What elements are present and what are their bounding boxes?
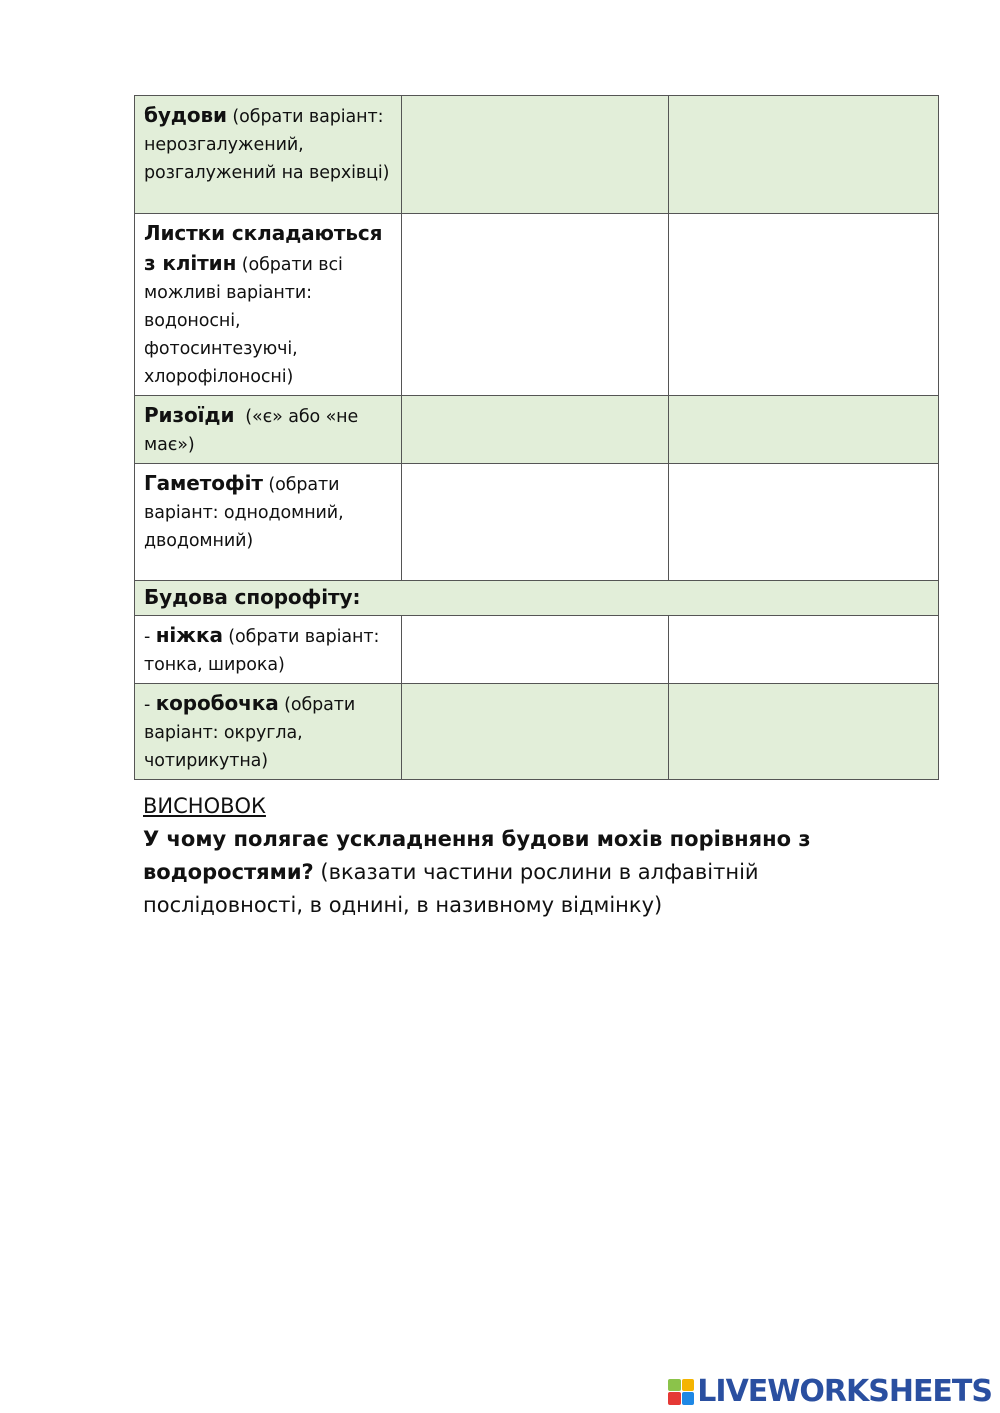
answer-cell[interactable] bbox=[402, 684, 669, 780]
answer-cell[interactable] bbox=[669, 214, 939, 396]
answer-cell[interactable] bbox=[402, 464, 669, 581]
row-label: Гаметофіт (обрати варіант: однодомний, дводомний) bbox=[135, 464, 402, 581]
liveworksheets-brand bbox=[668, 1374, 992, 1409]
logo-tile-e bbox=[682, 1392, 695, 1405]
section-header: Будова спорофіту: bbox=[135, 581, 939, 616]
row-korobochka bbox=[135, 684, 939, 780]
row-sporofit-header bbox=[135, 581, 939, 616]
answer-cell[interactable] bbox=[402, 616, 669, 684]
row-label: Ризоїди («є» або «не має») bbox=[135, 396, 402, 464]
logo-tile-v bbox=[668, 1392, 681, 1405]
answer-cell[interactable] bbox=[669, 616, 939, 684]
conclusion-section bbox=[143, 790, 843, 922]
brand-name: LIVEWORKSHEETS bbox=[697, 1374, 992, 1409]
answer-cell[interactable] bbox=[669, 396, 939, 464]
row-label: Листки складаються з клітин (обрати всі можливі варіанти: водоносні, фотосинтезуючі, хлорофілоносні) bbox=[135, 214, 402, 396]
answer-cell[interactable] bbox=[669, 96, 939, 214]
worksheet-table bbox=[134, 95, 939, 780]
answer-cell[interactable] bbox=[669, 684, 939, 780]
row-budovy bbox=[135, 96, 939, 214]
row-lystky bbox=[135, 214, 939, 396]
row-nizhka bbox=[135, 616, 939, 684]
row-label: - коробочка (обрати варіант: округла, чотирикутна) bbox=[135, 684, 402, 780]
row-rizoidy bbox=[135, 396, 939, 464]
liveworksheets-logo-icon bbox=[668, 1379, 694, 1405]
conclusion-title: ВИСНОВОК bbox=[143, 794, 266, 818]
answer-cell[interactable] bbox=[402, 396, 669, 464]
row-gametofit bbox=[135, 464, 939, 581]
conclusion-question: У чому полягає ускладнення будови мохів порівняно з водоростями? (вказати частини рослини в алфавітній послідовності, в однині, в називному відмінку) bbox=[143, 827, 811, 917]
row-label: будови (обрати варіант: нерозгалужений, розгалужений на верхівці) bbox=[135, 96, 402, 214]
logo-tile-l bbox=[668, 1379, 681, 1392]
answer-cell[interactable] bbox=[402, 214, 669, 396]
row-label: - ніжка (обрати варіант: тонка, широка) bbox=[135, 616, 402, 684]
logo-tile-i bbox=[682, 1379, 695, 1392]
answer-cell[interactable] bbox=[669, 464, 939, 581]
answer-cell[interactable] bbox=[402, 96, 669, 214]
